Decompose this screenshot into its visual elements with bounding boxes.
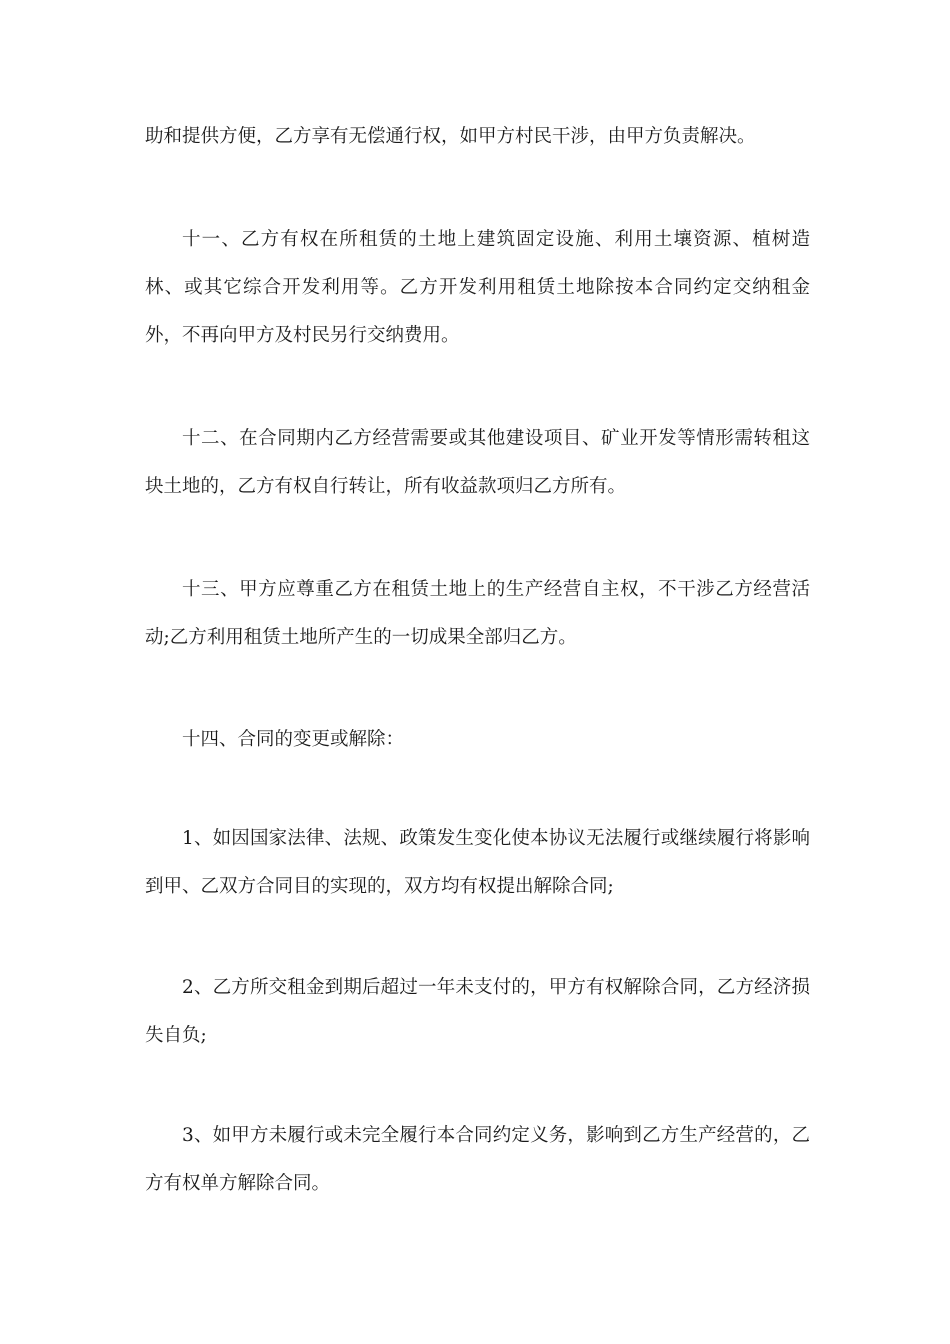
paragraph-clause-11: 十一、乙方有权在所租赁的土地上建筑固定设施、利用土壤资源、植树造林、或其它综合开发利用等。乙方开发利用租赁土地除按本合同约定交纳租金外，不再向甲方及村民另行交纳费用。	[145, 229, 810, 346]
paragraph-clause-14-heading: 十四、合同的变更或解除：	[182, 729, 405, 750]
paragraph-clause-12: 十二、在合同期内乙方经营需要或其他建设项目、矿业开发等情形需转租这块土地的，乙方有权自行转让，所有收益款项归乙方所有。	[145, 428, 810, 497]
paragraph-clause-14-item-2: 2、乙方所交租金到期后超过一年未支付的，甲方有权解除合同，乙方经济损失自负;	[145, 977, 810, 1046]
paragraph-clause-13: 十三、甲方应尊重乙方在租赁土地上的生产经营自主权，不干涉乙方经营活动;乙方利用租赁土地所产生的一切成果全部归乙方。	[145, 579, 810, 648]
paragraph-clause-14-item-1: 1、如因国家法律、法规、政策发生变化使本协议无法履行或继续履行将影响到甲、乙双方合同目的实现的，双方均有权提出解除合同;	[145, 828, 810, 897]
paragraph-clause-14-item-3: 3、如甲方未履行或未完全履行本合同约定义务，影响到乙方生产经营的，乙方有权单方解除合同。	[145, 1125, 810, 1194]
paragraph-continuation: 助和提供方便，乙方享有无偿通行权，如甲方村民干涉，由甲方负责解决。	[145, 126, 756, 147]
